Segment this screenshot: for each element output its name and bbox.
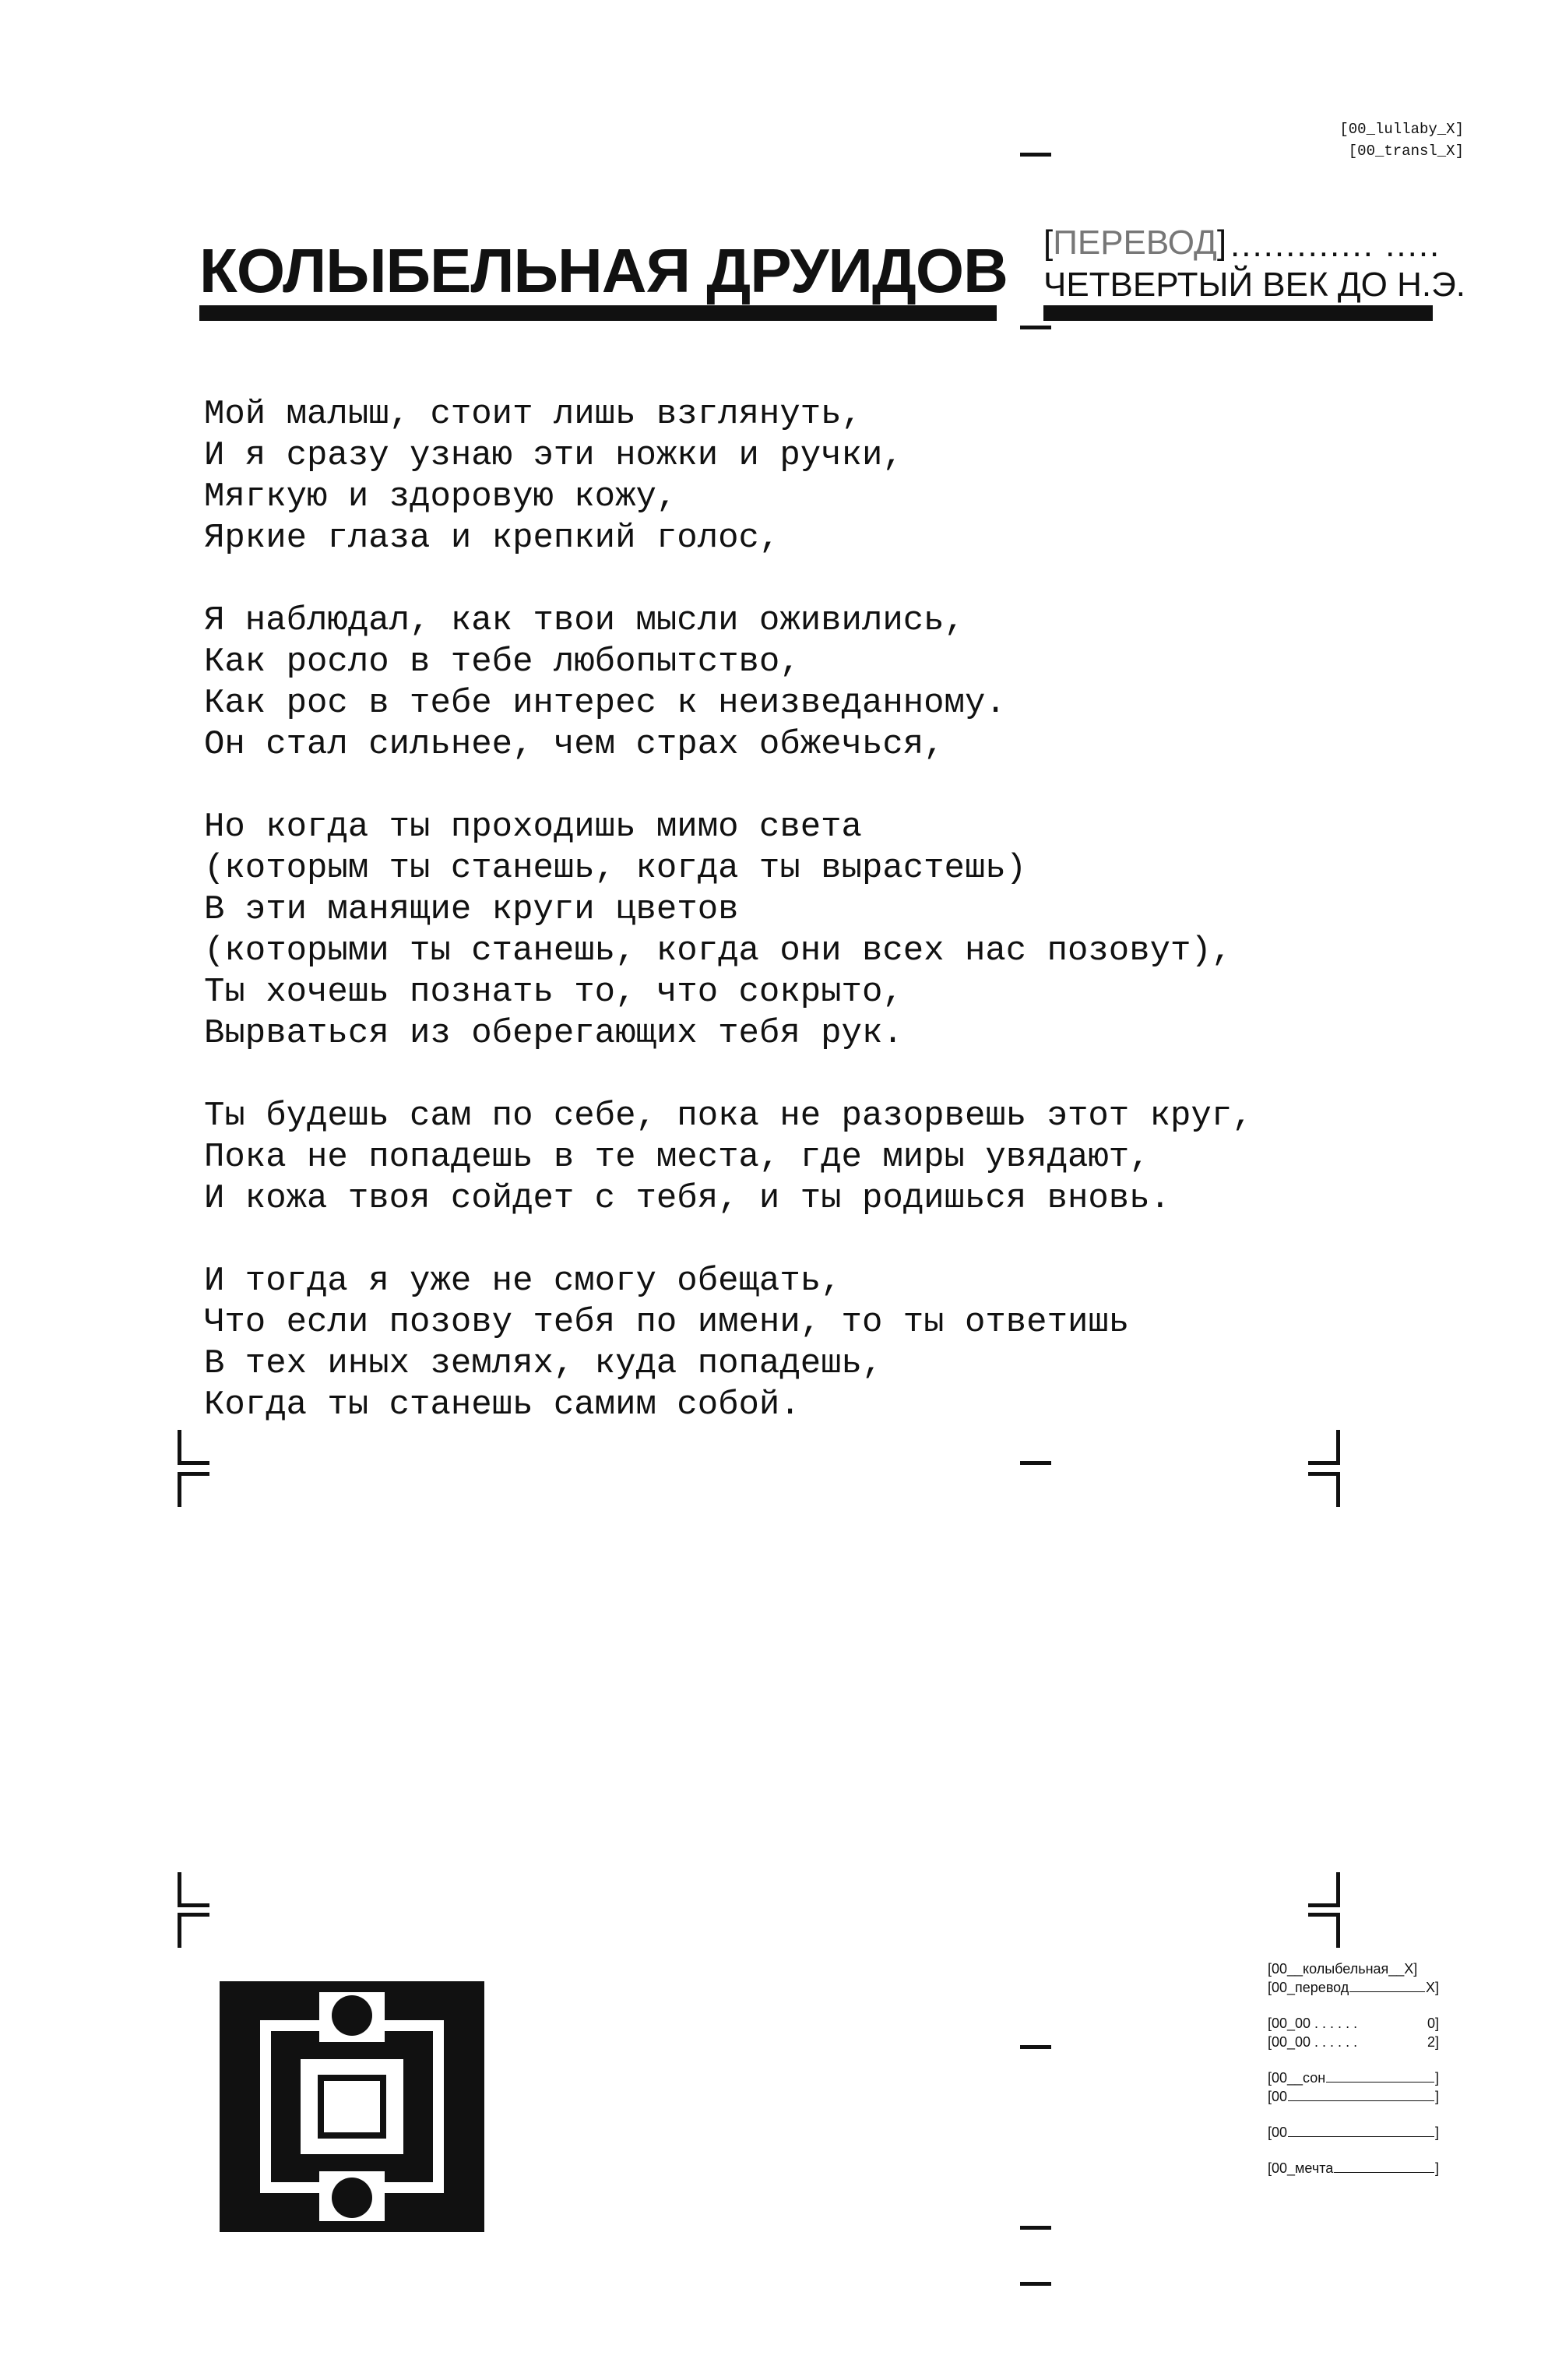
corner-mark [1308,1872,1340,1907]
dash-mark [1020,153,1051,157]
poem-line: (которыми ты станешь, когда они всех нас позовут), [204,931,1233,970]
meta-row: [00 ] [1268,2125,1439,2140]
corner-mark [1308,1913,1340,1948]
emblem-dot-bottom [332,2178,372,2218]
corner-mark [1308,1472,1340,1507]
page-title: КОЛЫБЕЛЬНАЯ ДРУИДОВ [199,236,1008,305]
poem-line: (которым ты станешь, когда ты вырастешь) [204,849,1027,888]
meta-row: [00__колыбельная__X] [1268,1961,1418,1977]
corner-mark [178,1472,209,1507]
poem-line: И тогда я уже не смогу обещать, [204,1262,842,1301]
poem-line: Ты хочешь познать то, что сокрыто, [204,973,903,1012]
poem-line: Вырваться из оберегающих тебя рук. [204,1014,903,1053]
poem-line: И я сразу узнаю эти ножки и ручки, [204,436,903,475]
stanza [204,807,1450,1054]
corner-mark [178,1430,209,1465]
document-codes [1324,118,1464,162]
poem-line: Ты будешь сам по себе, пока не разорвешь этот круг, [204,1097,1253,1135]
poem-line: И кожа твоя сойдет с тебя, и ты родишься вновь. [204,1179,1171,1218]
stanza [204,1261,1450,1426]
era-subtitle: ЧЕТВЕРТЫЙ ВЕК ДО Н.Э. [1043,266,1465,304]
poem [204,394,1450,1467]
poem-line: Пока не попадешь в те места, где миры увядают, [204,1138,1150,1177]
meta-row: [00__сон ] [1268,2070,1439,2086]
poem-line: Как росло в тебе любопытство, [204,643,800,681]
stanza [204,600,1450,766]
corner-mark [1308,1430,1340,1465]
meta-row: [00 ] [1268,2089,1439,2104]
metadata-block [1268,1959,1439,2178]
dash-mark [1020,2226,1051,2230]
dash-mark [1020,2282,1051,2286]
subtitle-underline [1043,305,1433,321]
poem-line: Когда ты станешь самим собой. [204,1385,800,1424]
poem-line: В тех иных землях, куда попадешь, [204,1344,883,1383]
translation-label-text: ПЕРЕВОД [1053,224,1217,262]
emblem-dot-top [332,1995,372,2036]
code-transl: [00_transl_X] [1348,143,1464,160]
poem-line: Как рос в тебе интерес к неизведанному. [204,684,1006,723]
meta-row: [00_00 . . . . . . 0] [1268,2016,1439,2031]
stanza [204,1096,1450,1220]
poem-line: Мой малыш, стоит лишь взглянуть, [204,395,862,434]
code-lullaby: [00_lullaby_X] [1339,121,1464,138]
poem-line: Он стал сильнее, чем страх обжечься, [204,725,945,764]
poem-line: В эти манящие круги цветов [204,890,739,929]
emblem-logo [220,1981,484,2232]
translation-label: [ПЕРЕВОД] [1043,224,1227,262]
poem-line: Но когда ты проходишь мимо света [204,808,862,847]
poem-line: Мягкую и здоровую кожу, [204,477,677,516]
dotted-leader: ............. ..... [1230,226,1441,264]
corner-mark [178,1913,209,1948]
title-underline [199,305,997,321]
dash-mark [1020,2045,1051,2049]
corner-mark [178,1872,209,1907]
poem-line: Что если позову тебя по имени, то ты ответишь [204,1303,1130,1342]
poem-line: Я наблюдал, как твои мысли оживились, [204,601,965,640]
poem-line: Яркие глаза и крепкий голос, [204,519,780,558]
meta-row: [00_00 . . . . . . 2] [1268,2034,1439,2050]
meta-row: [00_перевод X] [1268,1980,1439,1995]
stanza [204,394,1450,559]
meta-row: [00_мечта ] [1268,2160,1439,2176]
dash-mark [1020,326,1051,329]
